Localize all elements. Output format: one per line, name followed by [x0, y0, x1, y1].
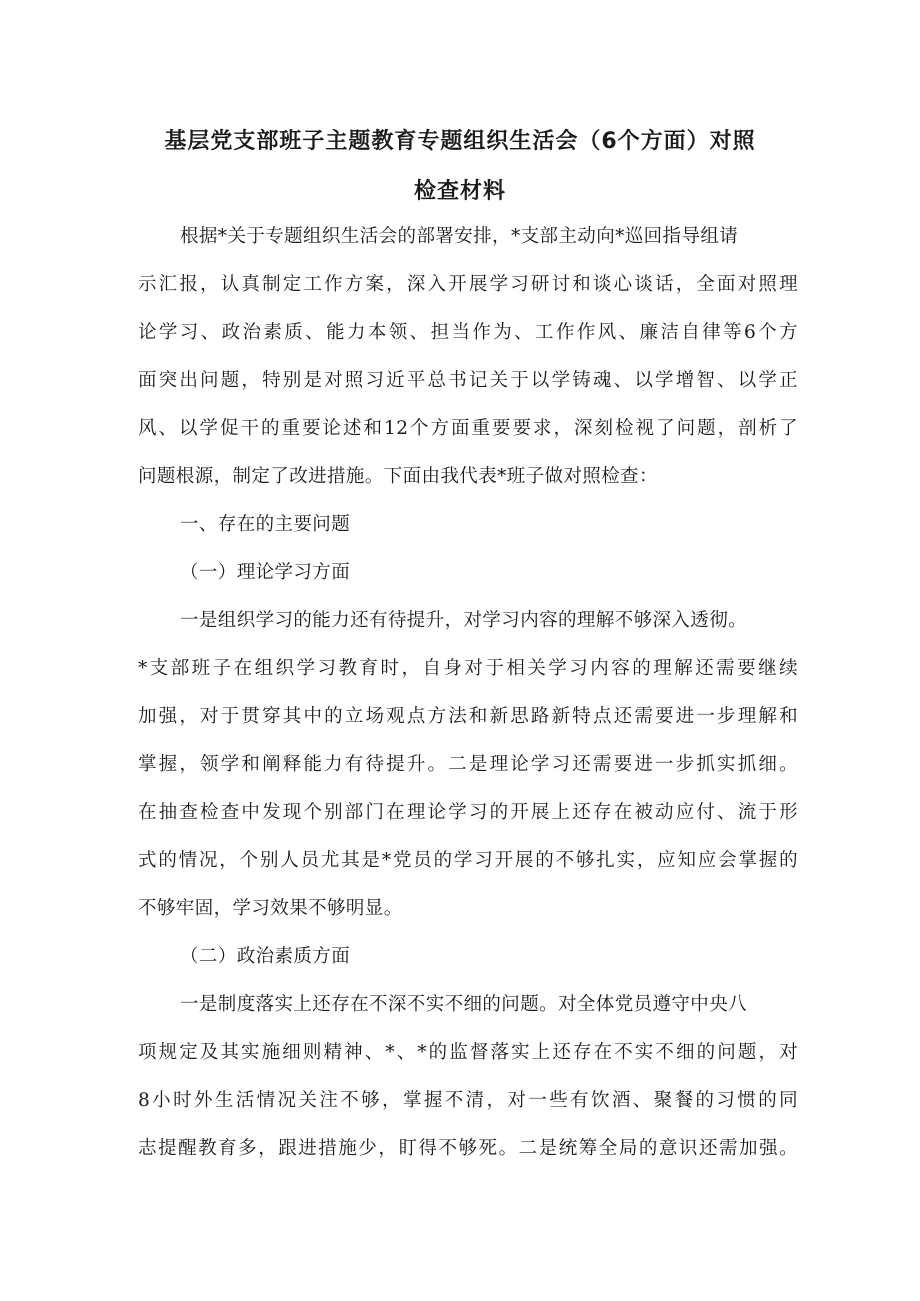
paragraph-line: 论学习、政治素质、能力本领、担当作为、工作作风、廉洁自律等6个方: [138, 322, 798, 343]
paragraph-line: 示汇报，认真制定工作方案，深入开展学习研讨和谈心谈话，全面对照理: [138, 274, 798, 295]
paragraph-line: 面突出问题，特别是对照习近平总书记关于以学铸魂、以学增智、以学正: [138, 370, 798, 391]
paragraph-line: 风、以学促干的重要论述和12个方面重要要求，深刻检视了问题，剖析了: [138, 418, 798, 439]
paragraph-line: 掌握，领学和阐释能力有待提升。二是理论学习还需要进一步抓实抓细。: [138, 754, 798, 775]
paragraph-line: 加强，对于贯穿其中的立场观点方法和新思路新特点还需要进一步理解和: [138, 706, 798, 727]
paragraph-line: 根据*关于专题组织生活会的部署安排，*支部主动向*巡回指导组请: [180, 226, 739, 247]
paragraph-line: *支部班子在组织学习教育时，自身对于相关学习内容的理解还需要继续: [138, 658, 798, 679]
paragraph-line: 在抽查检查中发现个别部门在理论学习的开展上还存在被动应付、流于形: [138, 802, 798, 823]
paragraph-line: 项规定及其实施细则精神、*、*的监督落实上还存在不实不细的问题，对: [138, 1042, 798, 1063]
paragraph-line: 8小时外生活情况关注不够，掌握不清，对一些有饮酒、聚餐的习惯的同: [138, 1090, 798, 1111]
document-title-line-2: 检查材料: [413, 179, 506, 204]
subsection-heading: （二）政治素质方面: [180, 946, 351, 967]
paragraph-line: 一是制度落实上还存在不深不实不细的问题。对全体党员遵守中央八: [180, 994, 748, 1015]
paragraph-line: 志提醒教育多，跟进措施少，盯得不够死。二是统筹全局的意识还需加强。: [138, 1138, 798, 1159]
paragraph-line: 不够牢固，学习效果不够明显。: [138, 898, 403, 919]
paragraph-line: 一是组织学习的能力还有待提升，对学习内容的理解不够深入透彻。: [180, 610, 748, 631]
subsection-heading: （一）理论学习方面: [180, 562, 351, 583]
paragraph-line: 式的情况，个别人员尤其是*党员的学习开展的不够扎实，应知应会掌握的: [138, 850, 798, 871]
document-title-line-1: 基层党支部班子主题教育专题组织生活会（6个方面）对照: [164, 129, 756, 154]
section-heading: 一、存在的主要问题: [180, 514, 351, 535]
paragraph-line: 问题根源，制定了改进措施。下面由我代表*班子做对照检查：: [138, 466, 658, 487]
